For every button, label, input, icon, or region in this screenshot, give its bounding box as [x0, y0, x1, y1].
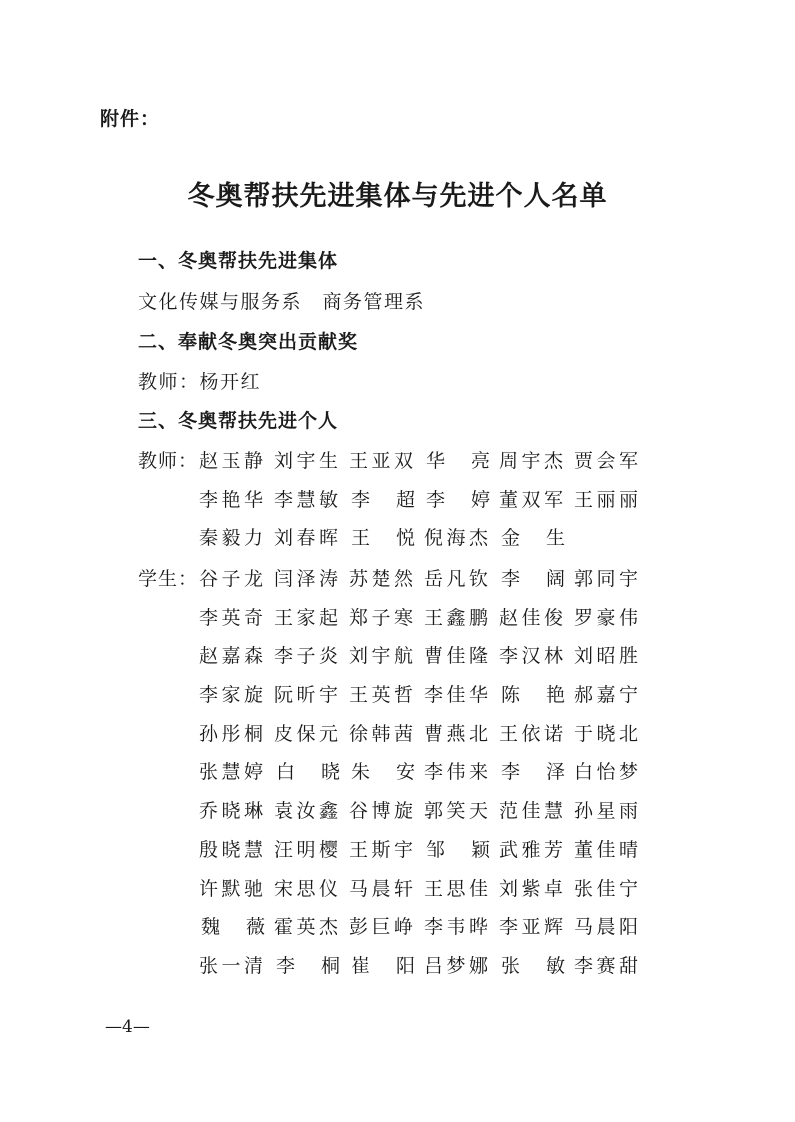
name-cell: 赵 玉 静: [199, 450, 263, 472]
name-cell: 王 依 诺: [499, 722, 563, 745]
name-cell: 乔 晓 琳: [199, 800, 263, 823]
name-cell: 王 亚 双: [349, 450, 413, 472]
name-cell: 魏 薇: [201, 916, 265, 939]
name-cell: 刘 昭 胜: [574, 645, 638, 668]
name-cell: 李 汉 林: [499, 645, 563, 668]
attachment-label: 附件：: [100, 108, 161, 130]
name-cell: 皮 保 元: [274, 722, 338, 745]
name-cell: 刘 宇 航: [349, 645, 413, 668]
students-label: 学生：: [138, 568, 199, 590]
name-cell: 李 艳 华: [199, 488, 263, 511]
name-cell: 王 鑫 鹏: [424, 606, 488, 629]
name-cell: 倪 海 杰: [424, 527, 488, 550]
name-cell: 赵 佳 俊: [499, 606, 563, 629]
name-cell: 孙 彤 桐: [199, 722, 263, 745]
name-cell: 汪 明 樱: [274, 838, 338, 861]
name-cell: 李 韦 晔: [424, 916, 488, 939]
name-cell: 张 慧 婷: [199, 761, 263, 784]
name-cell: 张 敏: [501, 954, 565, 977]
name-cell: 许 默 驰: [199, 877, 263, 900]
page-number: —4—: [105, 1017, 150, 1037]
name-cell: 李 赛 甜: [574, 954, 638, 977]
section3-heading: 三、冬奥帮扶先进个人: [138, 410, 339, 432]
section2-heading: 二、奉献冬奥突出贡献奖: [138, 331, 359, 353]
name-cell: 吕 梦 娜: [424, 954, 488, 977]
name-cell: 李 英 奇: [199, 606, 263, 629]
name-cell: 郝 嘉 宁: [574, 684, 638, 707]
name-cell: 郑 子 寒: [349, 606, 413, 629]
name-cell: 彭 巨 峥: [349, 916, 413, 939]
name-cell: 李 阔: [501, 568, 565, 590]
teachers-list: [199, 446, 649, 562]
name-cell: 李 桐: [276, 954, 340, 977]
name-cell: 陈 艳: [501, 684, 565, 707]
name-cell: 金 生: [501, 527, 565, 550]
name-cell: 王 丽 丽: [574, 488, 638, 511]
name-cell: 刘 紫 卓: [499, 877, 563, 900]
name-cell: 白 怡 梦: [574, 761, 638, 784]
name-cell: 闫 泽 涛: [274, 568, 338, 590]
name-cell: 华 亮: [426, 450, 490, 472]
name-cell: 董 双 军: [499, 488, 563, 511]
name-cell: 武 雅 芳: [499, 838, 563, 861]
name-cell: 马 晨 阳: [574, 916, 638, 939]
name-cell: 于 晓 北: [574, 722, 638, 745]
document-title: 冬奥帮扶先进集体与先进个人名单: [187, 181, 608, 212]
name-cell: 张 一 清: [199, 954, 263, 977]
name-cell: 岳 凡 钦: [424, 568, 488, 590]
name-cell: 刘 春 晖: [274, 527, 338, 550]
name-cell: 董 佳 晴: [574, 838, 638, 861]
name-cell: 白 晓: [276, 761, 340, 784]
name-cell: 李 佳 华: [424, 684, 488, 707]
name-cell: 王 英 哲: [349, 684, 413, 707]
name-cell: 徐 韩 茜: [349, 722, 413, 745]
name-cell: 李 泽: [501, 761, 565, 784]
teachers-label: 教师：: [138, 450, 199, 472]
name-cell: 周 宇 杰: [499, 450, 563, 472]
name-cell: 袁 汝 鑫: [274, 800, 338, 823]
name-cell: 李 子 炎: [274, 645, 338, 668]
name-cell: 李 婷: [426, 488, 490, 511]
name-cell: 秦 毅 力: [199, 527, 263, 550]
name-cell: 李 亚 辉: [499, 916, 563, 939]
name-cell: 罗 豪 伟: [574, 606, 638, 629]
students-list: [199, 564, 649, 990]
name-cell: 王 悦: [351, 527, 415, 550]
name-cell: 郭 同 宇: [574, 568, 638, 590]
name-cell: 赵 嘉 森: [199, 645, 263, 668]
name-cell: 霍 英 杰: [274, 916, 338, 939]
name-cell: 李 伟 来: [424, 761, 488, 784]
section2-content: 教师：杨开红: [138, 371, 262, 393]
name-cell: 孙 星 雨: [574, 800, 638, 823]
section1-heading: 一、冬奥帮扶先进集体: [138, 250, 339, 272]
name-cell: 朱 安: [351, 761, 415, 784]
name-cell: 李 慧 敏: [274, 488, 338, 511]
name-cell: 李 超: [351, 488, 415, 511]
name-cell: 殷 晓 慧: [199, 838, 263, 861]
name-cell: 宋 思 仪: [274, 877, 338, 900]
name-cell: 王 思 佳: [424, 877, 488, 900]
name-cell: 邹 颖: [426, 838, 490, 861]
name-cell: 阮 昕 宇: [274, 684, 338, 707]
name-cell: 谷 博 旋: [349, 800, 413, 823]
name-cell: 范 佳 慧: [499, 800, 563, 823]
name-cell: 刘 宇 生: [274, 450, 338, 472]
name-cell: 曹 燕 北: [424, 722, 488, 745]
name-cell: 王 家 起: [274, 606, 338, 629]
name-cell: 李 家 旋: [199, 684, 263, 707]
name-cell: 谷 子 龙: [199, 568, 263, 590]
name-cell: 苏 楚 然: [349, 568, 413, 590]
name-cell: 曹 佳 隆: [424, 645, 488, 668]
name-cell: 张 佳 宁: [574, 877, 638, 900]
section1-content: 文化传媒与服务系 商务管理系: [138, 291, 426, 313]
name-cell: 郭 笑 天: [424, 800, 488, 823]
name-cell: 贾 会 军: [574, 450, 638, 472]
name-cell: 马 晨 轩: [349, 877, 413, 900]
name-cell: 崔 阳: [351, 954, 415, 977]
name-cell: 王 斯 宇: [349, 838, 413, 861]
